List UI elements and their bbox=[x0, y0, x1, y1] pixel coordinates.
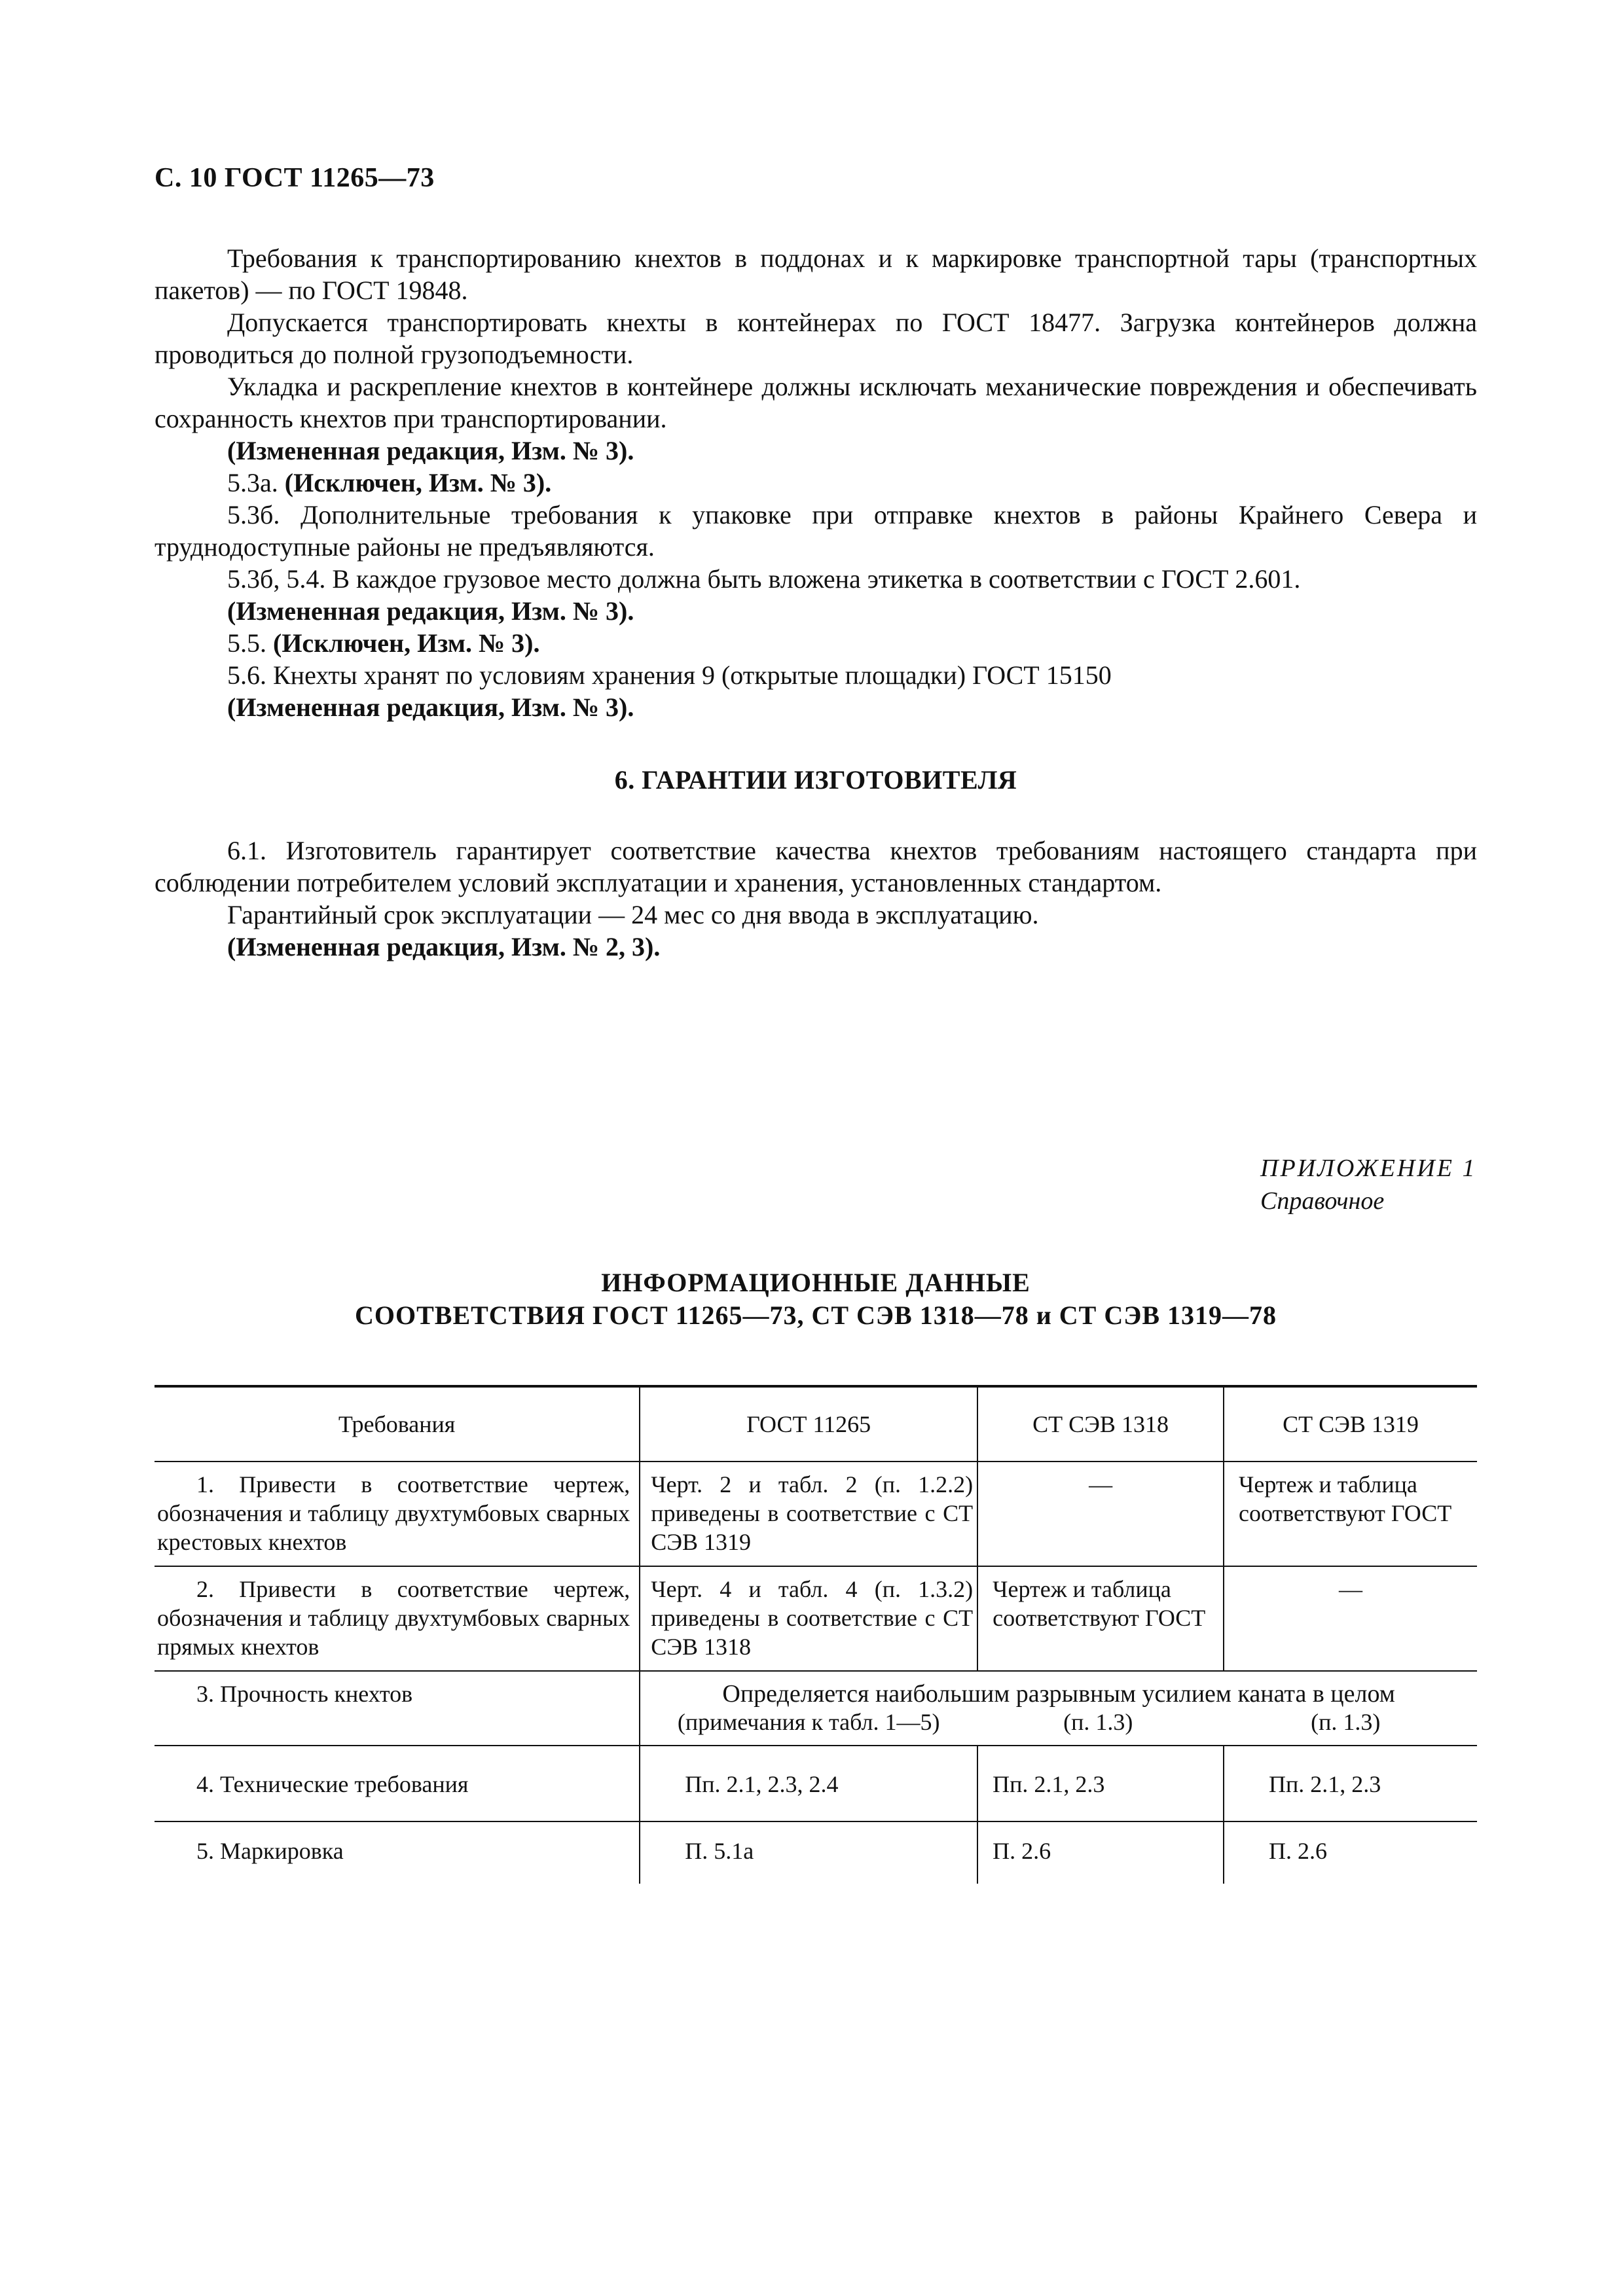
clause-5-3b: 5.3б. Дополнительные требования к упаковке при отправке кнехтов в районы Крайнего Севера и труднодоступные районы не предъявляются. bbox=[155, 500, 1477, 562]
gost-cell: Пп. 2.1, 2.3, 2.4 bbox=[640, 1746, 977, 1821]
column-header-gost: ГОСТ 11265 bbox=[640, 1386, 977, 1462]
appendix-number: ПРИЛОЖЕНИЕ 1 bbox=[1260, 1155, 1477, 1182]
amendment-note: (Измененная редакция, Изм. № 3). bbox=[227, 436, 634, 465]
amendment-note: (Измененная редакция, Изм. № 3). bbox=[227, 692, 634, 722]
clause-5-4: 5.3б, 5.4. В каждое грузовое место должна быть вложена этикетка в соответствии с ГОСТ 2.601. bbox=[227, 564, 1301, 594]
table-row bbox=[155, 1746, 1477, 1821]
requirement-cell: 1. Привести в соответствие чертеж, обозначения и таблицу двухтумбовых сварных крестовых кнехтов bbox=[155, 1462, 640, 1566]
clause-number: 5.5. bbox=[227, 628, 266, 658]
clause-6-1: 6.1. Изготовитель гарантирует соответствие качества кнехтов требованиям настоящего стандарта при соблюдении потребителем условий эксплуатации и хранения, установленных стандартом. bbox=[155, 836, 1477, 897]
page-header: С. 10 ГОСТ 11265—73 bbox=[155, 163, 435, 193]
amendment-note: (Исключен, Изм. № 3). bbox=[273, 628, 540, 658]
requirement-cell: 2. Привести в соответствие чертеж, обозначения и таблицу двухтумбовых сварных прямых кнехтов bbox=[155, 1566, 640, 1671]
column-header-sev-1318: СТ СЭВ 1318 bbox=[977, 1386, 1224, 1462]
clause-5-3a bbox=[155, 467, 1477, 499]
table-row bbox=[155, 1671, 1477, 1746]
table-row bbox=[155, 1462, 1477, 1566]
appendix-label bbox=[1260, 1152, 1476, 1217]
strength-references bbox=[641, 1708, 1476, 1736]
paragraph-container-stowage: Укладка и раскрепление кнехтов в контейнере должны исключать механические повреждения и обеспечивать сохранность кнехтов при транспортировании. bbox=[155, 372, 1477, 433]
section5-text bbox=[155, 242, 1477, 723]
sev-1318-cell: — bbox=[977, 1462, 1224, 1566]
sev-1318-cell: Чертеж и таблица соответствуют ГОСТ bbox=[977, 1566, 1224, 1671]
column-header-requirements: Требования bbox=[155, 1386, 640, 1462]
sev-1319-cell: Чертеж и таблица соответствуют ГОСТ bbox=[1224, 1462, 1477, 1566]
sev-1319-cell: П. 2.6 bbox=[1224, 1821, 1477, 1884]
sev-1319-cell: Пп. 2.1, 2.3 bbox=[1224, 1746, 1477, 1821]
sev-1319-cell: — bbox=[1224, 1566, 1477, 1671]
section6-text bbox=[155, 834, 1477, 963]
requirement-cell: 3. Прочность кнехтов bbox=[155, 1671, 640, 1746]
sev-1319-cell: (п. 1.3) bbox=[1311, 1709, 1381, 1735]
warranty-period: Гарантийный срок эксплуатации — 24 мес со дня ввода в эксплуатацию. bbox=[227, 900, 1039, 929]
column-header-sev-1319: СТ СЭВ 1319 bbox=[1224, 1386, 1477, 1462]
appendix-title-line1: ИНФОРМАЦИОННЫЕ ДАННЫЕ bbox=[601, 1268, 1030, 1297]
appendix-status: Справочное bbox=[1260, 1187, 1385, 1215]
appendix-title bbox=[155, 1266, 1477, 1332]
section-6-title: 6. ГАРАНТИИ ИЗГОТОВИТЕЛЯ bbox=[614, 765, 1017, 795]
clause-number: 5.3а. bbox=[227, 468, 278, 497]
amendment-note: (Исключен, Изм. № 3). bbox=[284, 468, 552, 497]
requirement-cell: 5. Маркировка bbox=[196, 1838, 344, 1864]
amendment-note: (Измененная редакция, Изм. № 3). bbox=[227, 596, 634, 626]
requirement-cell: 4. Технические требования bbox=[155, 1746, 640, 1821]
table-row bbox=[155, 1821, 1477, 1884]
appendix-title-line2: СООТВЕТСТВИЯ ГОСТ 11265—73, СТ СЭВ 1318—78 и СТ СЭВ 1319—78 bbox=[354, 1300, 1277, 1330]
clause-5-5 bbox=[155, 627, 1477, 659]
amendment-note: (Измененная редакция, Изм. № 2, 3). bbox=[227, 932, 661, 961]
paragraph-containers: Допускается транспортировать кнехты в контейнерах по ГОСТ 18477. Загрузка контейнеров должна проводиться до полной грузоподъемности. bbox=[155, 308, 1477, 369]
paragraph-transport-pallets: Требования к транспортированию кнехтов в поддонах и к маркировке транспортной тары (транспортных пакетов) — по ГОСТ 19848. bbox=[155, 243, 1477, 305]
gost-cell: (примечания к табл. 1—5) bbox=[677, 1709, 940, 1735]
gost-cell: П. 5.1а bbox=[640, 1821, 977, 1884]
clause-5-6: 5.6. Кнехты хранят по условиям хранения 9 (открытые площадки) ГОСТ 15150 bbox=[227, 660, 1112, 690]
gost-cell: Черт. 4 и табл. 4 (п. 1.3.2) приведены в соответствие с СТ СЭВ 1318 bbox=[640, 1566, 977, 1671]
sev-1318-cell: П. 2.6 bbox=[977, 1821, 1224, 1884]
table-header-row bbox=[155, 1386, 1477, 1462]
strength-merged-cell bbox=[640, 1671, 1477, 1746]
sev-1318-cell: (п. 1.3) bbox=[1063, 1709, 1133, 1735]
table-row bbox=[155, 1566, 1477, 1671]
strength-definition: Определяется наибольшим разрывным усилием каната в целом bbox=[722, 1680, 1395, 1708]
gost-cell: Черт. 2 и табл. 2 (п. 1.2.2) приведены в соответствие с СТ СЭВ 1319 bbox=[640, 1462, 977, 1566]
compliance-table bbox=[155, 1385, 1477, 1884]
sev-1318-cell: Пп. 2.1, 2.3 bbox=[977, 1746, 1224, 1821]
